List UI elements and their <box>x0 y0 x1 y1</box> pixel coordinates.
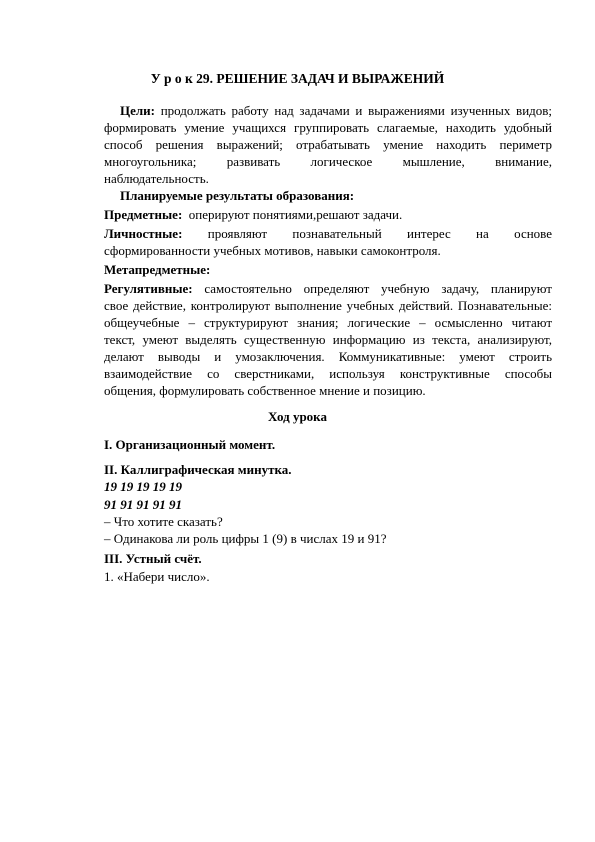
goals-line-4: многоугольника; развивать логическое мышление, внимание, <box>104 154 552 169</box>
subject-results <box>104 206 402 223</box>
regulative-line-7: общения, формулировать собственное мнение и позицию. <box>104 383 426 398</box>
regulative-label: Регулятивные: <box>104 281 193 296</box>
regulative-line-5: делают выводы и умозаключения. Коммуникативные: умеют строить <box>104 349 552 364</box>
personal-text-1: проявляют познавательный интерес на основе <box>207 226 553 241</box>
goals-line-5: наблюдательность. <box>104 171 209 186</box>
calligraphy-line-2: 91 91 91 91 91 <box>104 497 182 512</box>
question-1: – Что хотите сказать? <box>104 514 223 529</box>
lesson-title-prefix: У р о к <box>150 71 193 86</box>
personal-label: Личностные: <box>104 226 183 241</box>
regulative-line-3: общеучебные – структурируют знания; логические – осмысленно читают <box>104 315 552 330</box>
goals-line-2: формировать умение учащихся группировать слагаемые, находить удобный <box>104 120 552 135</box>
list-item-1: 1. «Набери число». <box>104 569 210 584</box>
question-2: – Одинакова ли роль цифры 1 (9) в числах 19 и 91? <box>104 531 387 546</box>
planned-results-heading: Планируемые результаты образования: <box>120 188 355 203</box>
lesson-title-main: 29. РЕШЕНИЕ ЗАДАЧ И ВЫРАЖЕНИЙ <box>196 71 445 86</box>
calligraphy-line-1: 19 19 19 19 19 <box>104 479 182 494</box>
regulative-line-6: взаимодействие со сверстниками, используя конструктивные способы <box>104 366 552 381</box>
goals-label: Цели: <box>120 103 155 118</box>
section-1-heading: I. Организационный момент. <box>104 437 276 452</box>
regulative-line-1 <box>104 280 552 297</box>
meta-heading: Метапредметные: <box>104 262 211 277</box>
section-2-heading: II. Каллиграфическая минутка. <box>104 462 292 477</box>
regulative-line-2: свое действие, контролируют выполнение учебных действий. Познавательные: <box>104 298 552 313</box>
goals-line-1 <box>120 102 552 119</box>
personal-line-2: сформированности учебных мотивов, навыки самоконтроля. <box>104 243 441 258</box>
section-3-heading: III. Устный счёт. <box>104 551 202 566</box>
subject-text: оперируют понятиями,решают задачи. <box>188 207 403 222</box>
regulative-line-4: текст, умеют выделять существенную информацию из текста, анализируют, <box>104 332 552 347</box>
personal-line-1 <box>104 225 552 242</box>
lesson-title <box>0 70 595 87</box>
course-heading: Ход урока <box>268 409 327 424</box>
goals-text-1: продолжать работу над задачами и выражениями изученных видов; <box>160 103 553 118</box>
regulative-text-1: самостоятельно определяют учебную задачу, планируют <box>204 281 552 296</box>
subject-label: Предметные: <box>104 207 183 222</box>
goals-line-3: способ решения выражений; отрабатывать умение находить периметр <box>104 137 552 152</box>
